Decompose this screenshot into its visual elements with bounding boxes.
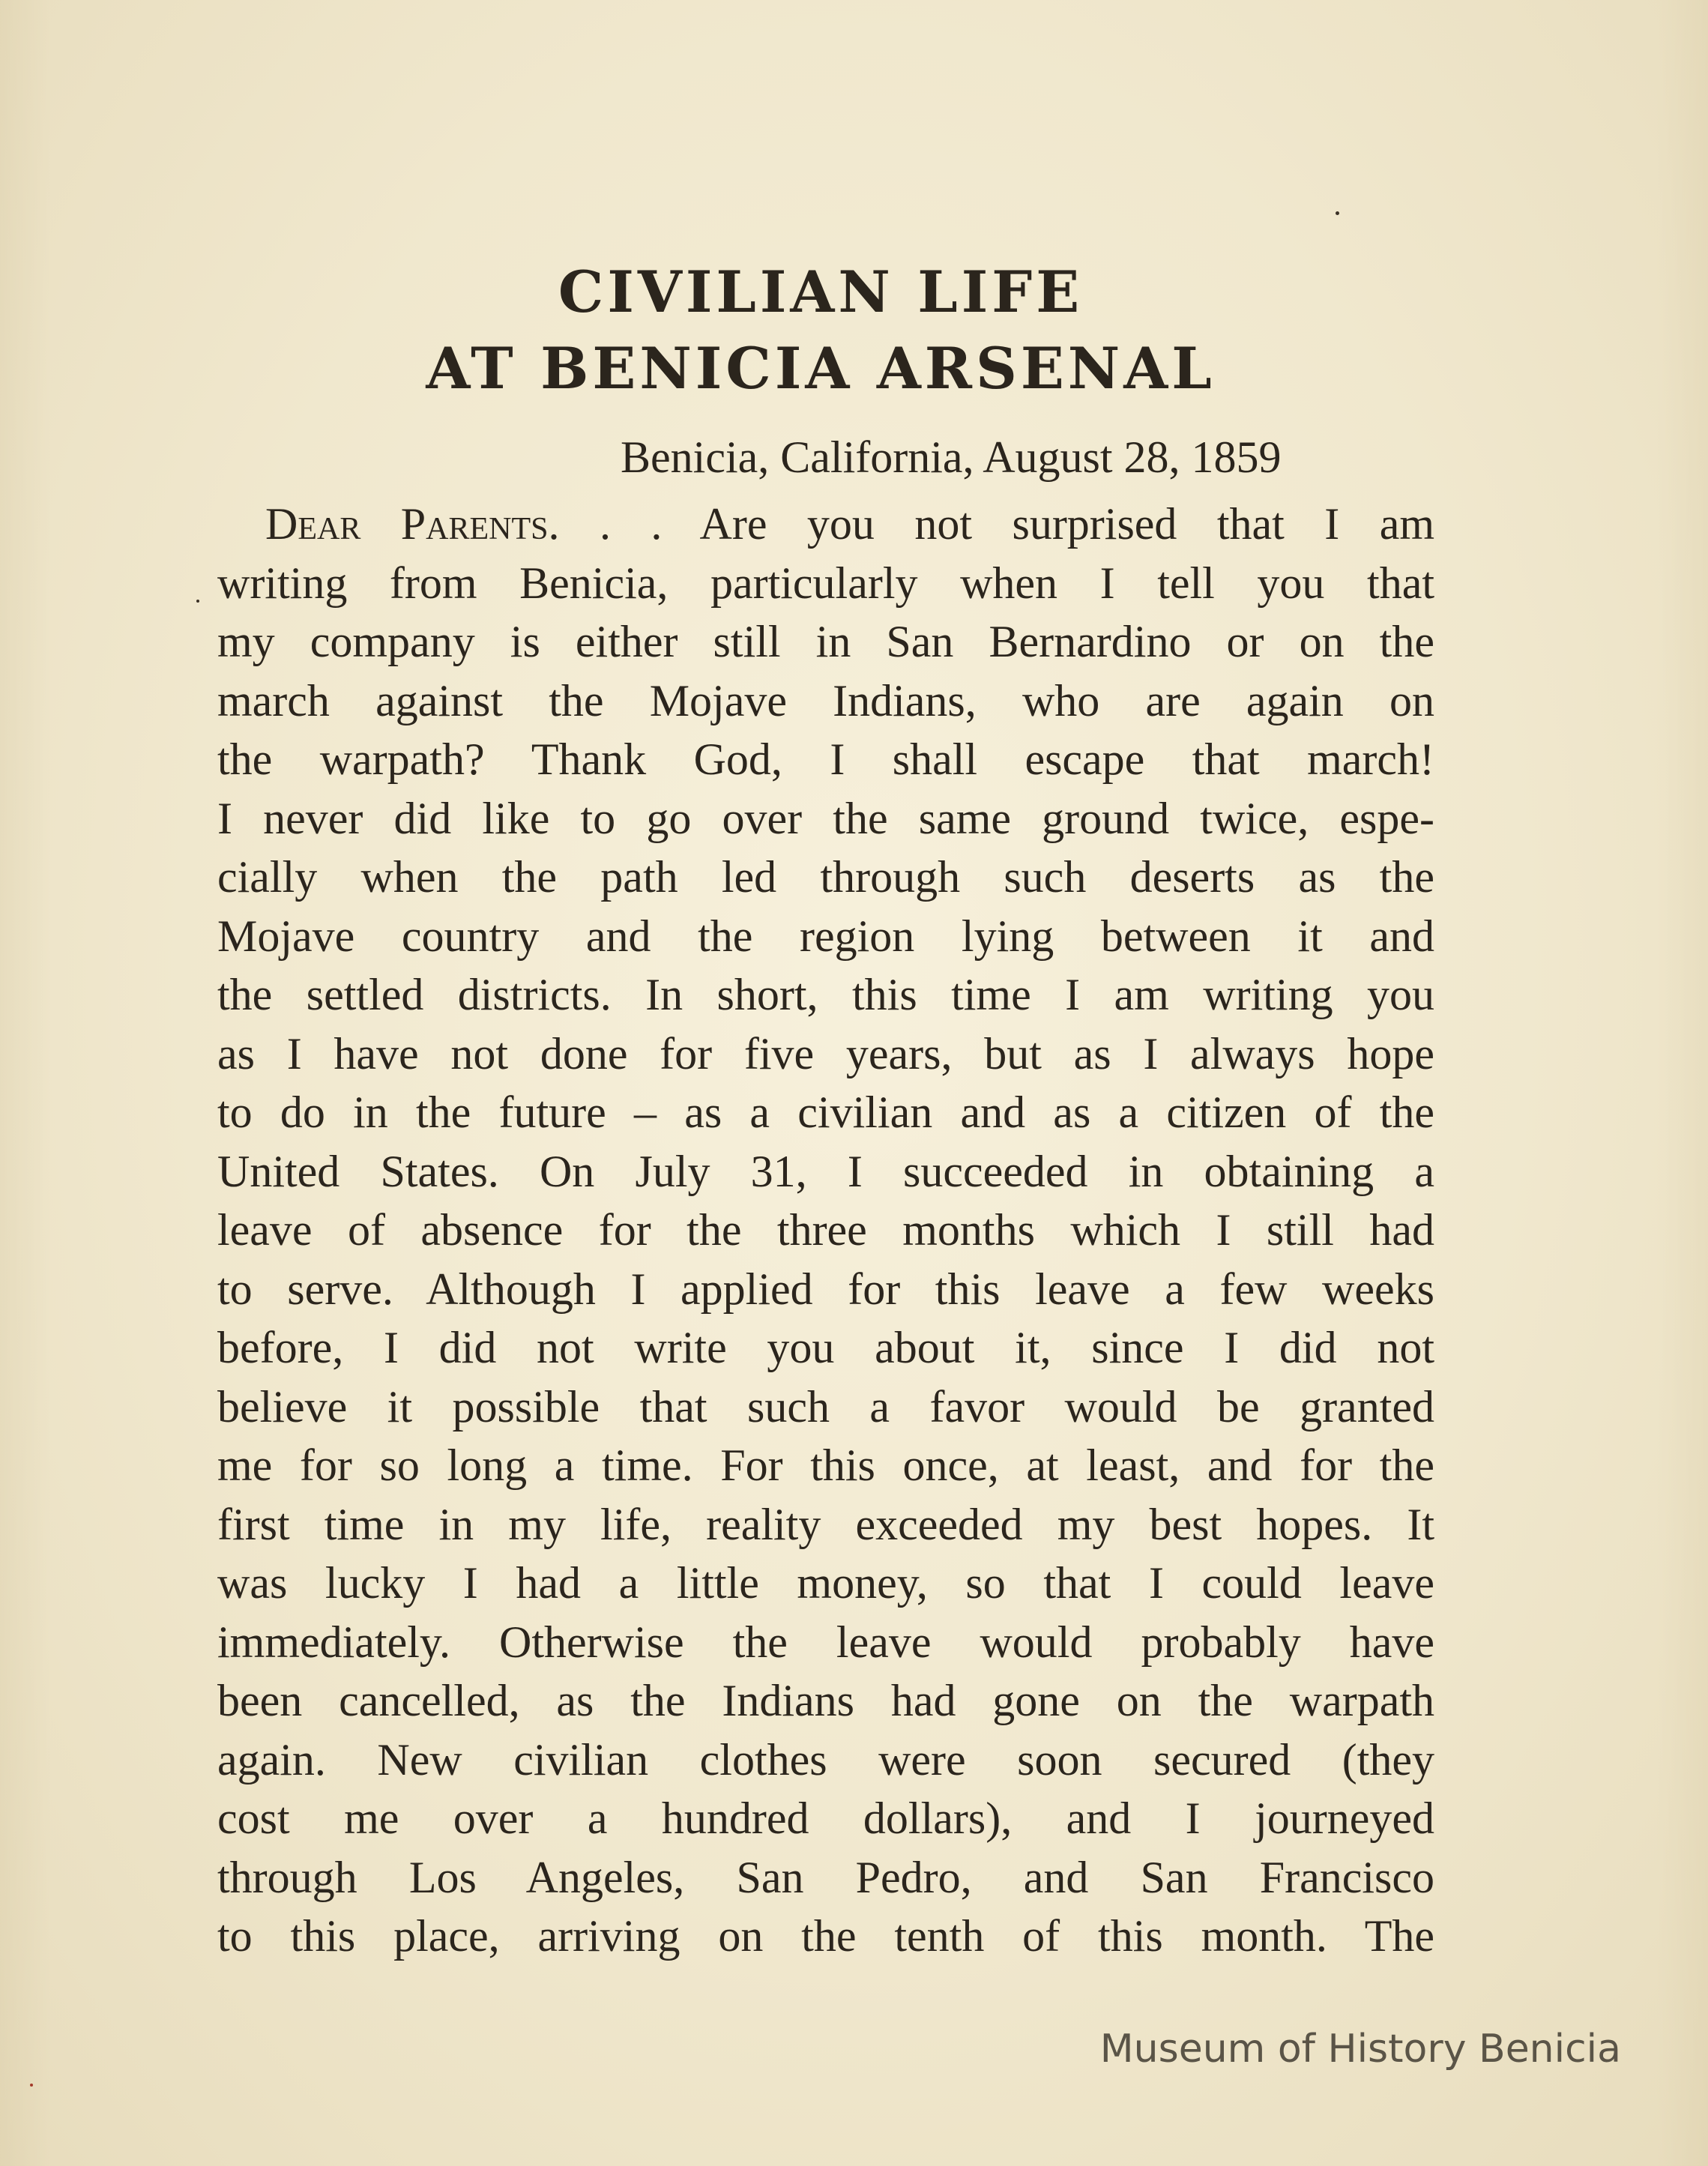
text-line: me for so long a time. For this once, at least, and for the: [217, 1441, 1434, 1490]
text-line: through Los Angeles, San Pedro, and San Francisco: [217, 1852, 1434, 1902]
text-line: before, I did not write you about it, since I did not: [217, 1323, 1434, 1372]
text-line: the warpath? Thank God, I shall escape that march!: [217, 734, 1434, 784]
text-line: to serve. Although I applied for this leave a few weeks: [217, 1264, 1434, 1314]
text-line: writing from Benicia, particularly when I tell you that: [217, 558, 1434, 608]
text-line: been cancelled, as the Indians had gone on the warpath: [217, 1676, 1434, 1725]
text-line: I never did like to go over the same ground twice, espe-: [217, 793, 1434, 843]
paper-speck: [1336, 211, 1339, 215]
text-line: to this place, arriving on the tenth of this month. The: [217, 1911, 1434, 1961]
title-line-2: AT BENICIA ARSENAL: [426, 335, 1216, 402]
text-line: the settled districts. In short, this time I am writing you: [217, 970, 1434, 1019]
text-line: leave of absence for the three months which I still had: [217, 1205, 1434, 1255]
text-line: Mojave country and the region lying between it and: [217, 911, 1434, 961]
watermark: Museum of History Benicia: [1099, 2027, 1621, 2072]
text-line: was lucky I had a little money, so that I could leave: [217, 1558, 1434, 1608]
text-line: United States. On July 31, I succeeded in obtaining a: [217, 1146, 1434, 1196]
text-line: my company is either still in San Bernardino or on the: [217, 617, 1434, 666]
text-line: first time in my life, reality exceeded my best hopes. It: [217, 1499, 1434, 1549]
dateline: Benicia, California, August 28, 1859: [621, 432, 1282, 482]
text-line: immediately. Otherwise the leave would probably have: [217, 1617, 1434, 1667]
letter-body: [217, 495, 1434, 1966]
text-line: as I have not done for five years, but as I always hope: [217, 1028, 1434, 1079]
text-line: again. New civilian clothes were soon secured (they: [217, 1734, 1434, 1785]
salutation: Dear Parents.: [265, 499, 560, 549]
text-line: cost me over a hundred dollars), and I journeyed: [217, 1794, 1434, 1843]
text-line: to do in the future – as a civilian and as a citizen of the: [217, 1087, 1434, 1137]
opening-line: [217, 495, 1434, 554]
text-line: cially when the path led through such deserts as the: [217, 852, 1434, 902]
title-line-1: CIVILIAN LIFE: [558, 259, 1084, 325]
paper-speck: [30, 2084, 33, 2087]
text-line: believe it possible that such a favor would be granted: [217, 1381, 1434, 1432]
text-line: march against the Mojave Indians, who are again on: [217, 675, 1434, 725]
paper-speck: [196, 600, 199, 603]
opening-rest: . . Are you not surprised that I am: [559, 499, 1435, 549]
